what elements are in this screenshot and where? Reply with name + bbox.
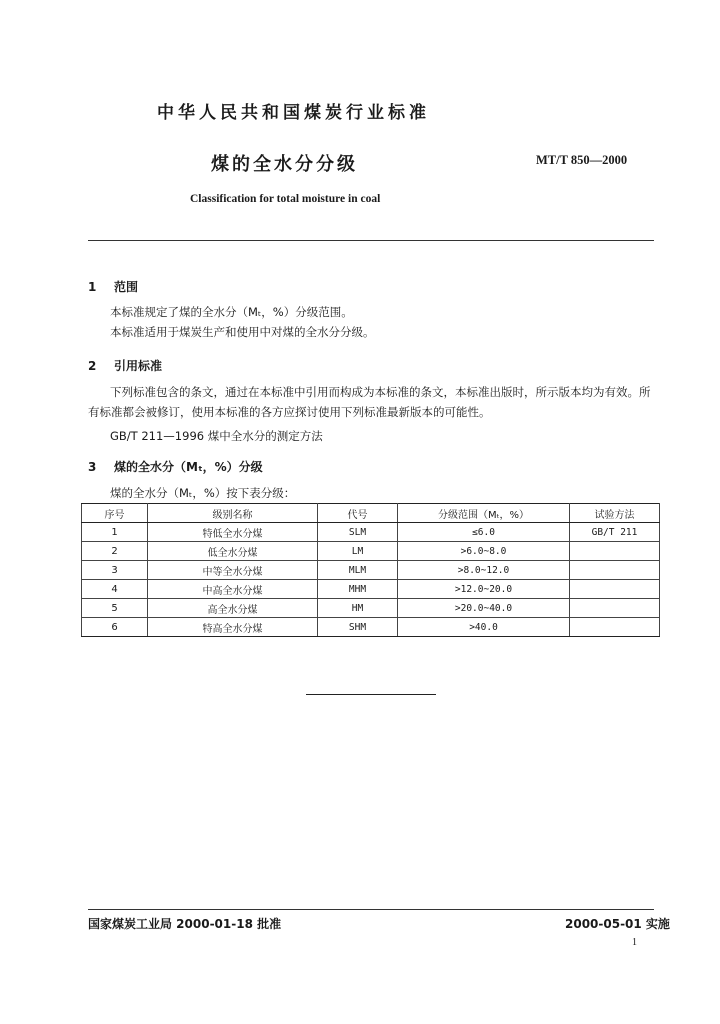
header-cell-seq: 序号 xyxy=(82,504,148,523)
page-number: 1 xyxy=(632,937,637,948)
header-cell-code: 代号 xyxy=(318,504,398,523)
cell-code: MLM xyxy=(318,561,398,580)
cell-seq: 1 xyxy=(82,523,148,542)
cell-test-method: GB/T 211 xyxy=(570,523,660,542)
section-3-heading xyxy=(88,458,263,475)
cell-grade-name: 低全水分煤 xyxy=(148,542,318,561)
cell-test-method xyxy=(570,618,660,637)
cell-test-method xyxy=(570,542,660,561)
cell-code: SLM xyxy=(318,523,398,542)
scope-paragraph-1: 本标准规定了煤的全水分（Mₜ，%）分级范围。 xyxy=(110,305,353,319)
moisture-grade-table xyxy=(81,503,660,637)
table-row xyxy=(82,542,660,561)
cell-grade-name: 中等全水分煤 xyxy=(148,561,318,580)
cell-code: MHM xyxy=(318,580,398,599)
cell-seq: 3 xyxy=(82,561,148,580)
table-row xyxy=(82,618,660,637)
cell-code: HM xyxy=(318,599,398,618)
table-header-row xyxy=(82,504,660,523)
cell-seq: 4 xyxy=(82,580,148,599)
section-number: 1 xyxy=(88,280,97,294)
section-number: 2 xyxy=(88,359,97,373)
cell-range: >12.0~20.0 xyxy=(398,580,570,599)
cell-grade-name: 中高全水分煤 xyxy=(148,580,318,599)
approval-date: 国家煤炭工业局 2000-01-18 批准 xyxy=(88,917,282,931)
section-number: 3 xyxy=(88,460,97,474)
cell-code: LM xyxy=(318,542,398,561)
document-title: 煤的全水分分级 xyxy=(211,154,358,175)
cell-range: >6.0~8.0 xyxy=(398,542,570,561)
table-row xyxy=(82,599,660,618)
standard-code: MT/T 850—2000 xyxy=(536,153,628,167)
cell-seq: 2 xyxy=(82,542,148,561)
section-title: 煤的全水分（Mₜ，%）分级 xyxy=(114,460,263,474)
header-cell-grade-name: 级别名称 xyxy=(148,504,318,523)
cell-grade-name: 特低全水分煤 xyxy=(148,523,318,542)
cell-test-method xyxy=(570,561,660,580)
cell-range: ≤6.0 xyxy=(398,523,570,542)
reference-paragraph-1: 下列标准包含的条文，通过在本标准中引用而构成为本标准的条文，本标准出版时，所示版本均为有效。所有标准都会被修订，使用本标准的各方应探讨使用下列标准最新版本的可能性。 xyxy=(88,385,651,419)
cell-range: >40.0 xyxy=(398,618,570,637)
cell-grade-name: 高全水分煤 xyxy=(148,599,318,618)
cell-range: >8.0~12.0 xyxy=(398,561,570,580)
effective-date: 2000-05-01 实施 xyxy=(565,917,670,931)
section-1-heading xyxy=(88,278,138,295)
header-cell-range: 分级范围（Mₜ，%） xyxy=(398,504,570,523)
header-cell-test-method: 试验方法 xyxy=(570,504,660,523)
cell-test-method xyxy=(570,580,660,599)
footer-rule xyxy=(88,909,654,910)
cell-range: >20.0~40.0 xyxy=(398,599,570,618)
end-rule xyxy=(306,694,436,695)
cell-seq: 5 xyxy=(82,599,148,618)
cell-code: SHM xyxy=(318,618,398,637)
cell-grade-name: 特高全水分煤 xyxy=(148,618,318,637)
table-row xyxy=(82,523,660,542)
reference-paragraph-2: GB/T 211—1996 煤中全水分的测定方法 xyxy=(110,429,323,443)
cell-test-method xyxy=(570,599,660,618)
header-rule xyxy=(88,240,654,241)
section-2-heading xyxy=(88,357,162,374)
scope-paragraph-2: 本标准适用于煤炭生产和使用中对煤的全水分分级。 xyxy=(110,325,375,339)
table-row xyxy=(82,580,660,599)
grade-intro: 煤的全水分（Mₜ，%）按下表分级： xyxy=(110,486,296,500)
table-row xyxy=(82,561,660,580)
issuing-body: 中华人民共和国煤炭行业标准 xyxy=(157,103,430,123)
section-title: 引用标准 xyxy=(114,359,163,373)
section-title: 范围 xyxy=(114,280,139,294)
english-title: Classification for total moisture in coal xyxy=(190,193,381,205)
cell-seq: 6 xyxy=(82,618,148,637)
